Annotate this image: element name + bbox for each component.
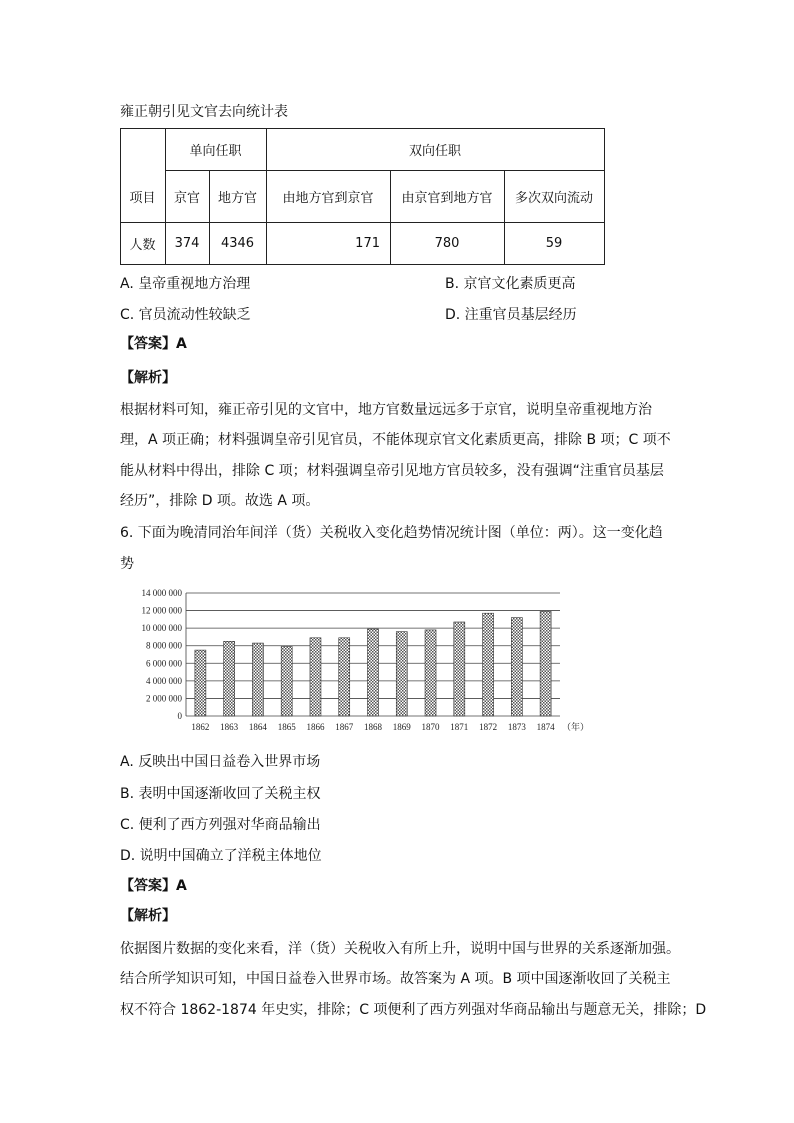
- value-difangguan: 4346: [220, 235, 255, 251]
- x-tick-label: 1874: [536, 722, 555, 732]
- bar-1872: [483, 613, 494, 716]
- q6-option-d: D. 说明中国确立了洋税主体地位: [120, 848, 322, 864]
- bar-1873: [511, 618, 522, 716]
- x-tick-label: 1865: [277, 722, 296, 732]
- q5-analysis-line: 理，A 项正确；材料强调皇帝引见官员，不能体现京官文化素质更高，排除 B 项；C 项不: [120, 432, 671, 448]
- value-jingguan: 374: [174, 235, 200, 251]
- q5-answer: 【答案】A: [120, 336, 187, 352]
- bar-1869: [396, 632, 407, 716]
- x-tick-label: 1862: [191, 722, 210, 732]
- y-tick-label: 2 000 000: [146, 693, 182, 704]
- q6-option-a: A. 反映出中国日益卷入世界市场: [120, 754, 321, 770]
- y-tick-label: 14 000 000: [141, 588, 182, 598]
- bar-1866: [310, 638, 321, 716]
- x-tick-label: 1870: [421, 722, 440, 732]
- x-unit-label: （年）: [562, 722, 590, 732]
- col-item: 项目: [129, 190, 156, 206]
- q6-analysis-line: 结合所学知识可知，中国日益卷入世界市场。故答案为 A 项。B 项中国逐渐收回了关税主: [120, 971, 671, 987]
- bar-1868: [368, 629, 379, 716]
- bar-1867: [339, 638, 350, 716]
- x-tick-label: 1871: [450, 722, 469, 732]
- value-multi: 59: [545, 235, 563, 251]
- y-tick-label: 12 000 000: [141, 605, 182, 616]
- y-tick-label: 10 000 000: [141, 623, 182, 634]
- bar-1870: [425, 630, 436, 716]
- x-tick-label: 1863: [220, 722, 239, 732]
- x-tick-label: 1866: [306, 722, 325, 732]
- x-tick-label: 1869: [392, 722, 411, 732]
- q6-answer: 【答案】A: [120, 878, 187, 894]
- q5-option-c: C. 官员流动性较缺乏: [120, 307, 251, 323]
- value-d2j: 171: [355, 235, 380, 251]
- x-tick-label: 1868: [364, 722, 382, 732]
- header-single: 单向任职: [189, 143, 242, 159]
- col-d2j: 由地方官到京官: [282, 190, 374, 206]
- q5-analysis-line: 经历”，排除 D 项。故选 A 项。: [120, 493, 320, 509]
- y-tick-label: 6 000 000: [146, 658, 182, 669]
- col-difangguan: 地方官: [217, 190, 257, 206]
- chart-bars: [195, 611, 551, 716]
- col-multi: 多次双向流动: [514, 190, 593, 206]
- x-tick-label: 1867: [335, 722, 354, 732]
- x-tick-label: 1872: [479, 722, 498, 732]
- q5-analysis-line: 能从材料中得出，排除 C 项；材料强调皇帝引见地方官员较多，没有强调“注重官员基层: [120, 463, 664, 479]
- bar-1862: [195, 650, 206, 716]
- q6-analysis-line: 依据图片数据的变化来看，洋（货）关税收入有所上升，说明中国与世界的关系逐渐加强。: [120, 941, 680, 957]
- y-tick-label: 0: [177, 711, 182, 721]
- col-j2d: 由京官到地方官: [401, 190, 493, 206]
- tariff-bar-chart: [120, 585, 620, 735]
- y-tick-label: 8 000 000: [146, 640, 182, 651]
- q6-analysis-label: 【解析】: [120, 908, 176, 924]
- header-double: 双向任职: [408, 143, 461, 159]
- bar-1874: [540, 611, 551, 716]
- q5-analysis-line: 根据材料可知，雍正帝引见的文官中，地方官数量远远多于京官，说明皇帝重视地方治: [120, 402, 652, 418]
- q6-option-c: C. 便利了西方列强对华商品输出: [120, 817, 321, 833]
- chart-x-axis: [191, 721, 589, 732]
- q6-stem: 6. 下面为晚清同治年间洋（货）关税收入变化趋势情况统计图（单位：两）。这一变化趋: [120, 525, 663, 541]
- statistics-table: [120, 128, 605, 265]
- x-tick-label: 1864: [248, 722, 267, 732]
- x-tick-label: 1873: [507, 722, 526, 732]
- bar-1864: [252, 643, 263, 716]
- row-label: 人数: [129, 237, 156, 253]
- q6-option-b: B. 表明中国逐渐收回了关税主权: [120, 786, 321, 802]
- q5-option-b: B. 京官文化素质更高: [445, 276, 576, 292]
- table-caption: 雍正朝引见文官去向统计表: [120, 104, 288, 120]
- q6-stem-cont: 势: [120, 556, 134, 572]
- chart-y-axis: [142, 588, 183, 721]
- bar-1865: [281, 647, 292, 716]
- y-tick-label: 4 000 000: [146, 675, 182, 686]
- bar-1863: [224, 641, 235, 716]
- q6-analysis-line: 权不符合 1862-1874 年史实，排除；C 项便利了西方列强对华商品输出与题意无关，排除；D: [120, 1002, 707, 1018]
- q5-option-a: A. 皇帝重视地方治理: [120, 276, 251, 292]
- q5-analysis-label: 【解析】: [120, 370, 176, 386]
- col-jingguan: 京官: [173, 190, 200, 206]
- bar-1871: [454, 622, 465, 716]
- q5-option-d: D. 注重官员基层经历: [445, 307, 577, 323]
- value-j2d: 780: [434, 235, 460, 251]
